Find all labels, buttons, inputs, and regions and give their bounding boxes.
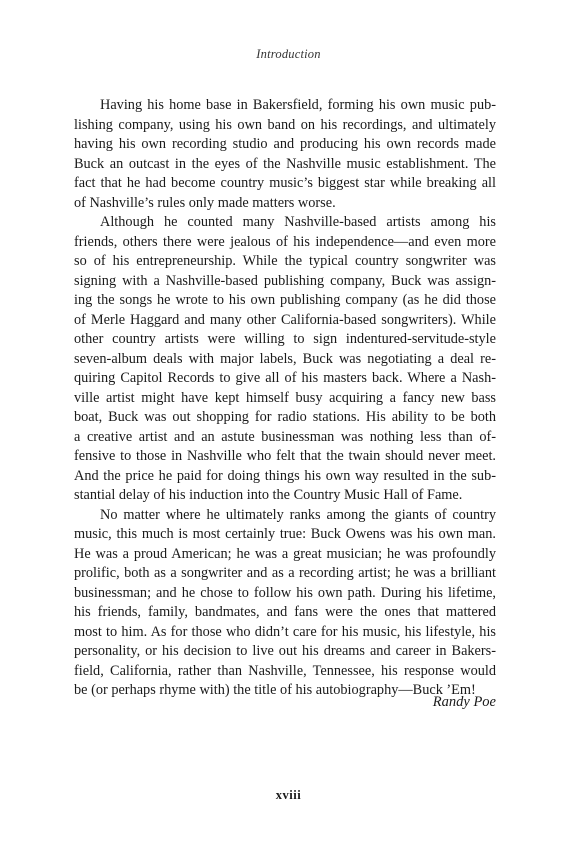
running-head: Introduction [256, 47, 321, 61]
text-line: music, this much is most certainly true: Buck Owens was his own man. [74, 526, 496, 542]
text-line: most to him. As for those who didn’t care for his music, his lifestyle, his [74, 623, 496, 640]
text-line: quiring Capitol Records to give all of his masters back. Where a Nash- [74, 370, 496, 386]
paragraph-1 [74, 96, 496, 213]
text-line: so of his entrepreneurship. While the typical country songwriter was [74, 253, 496, 269]
text-line: friends, others there were jealous of his independence—and even more [74, 233, 496, 250]
text-line: Buck an outcast in the eyes of the Nashville music establishment. The [74, 155, 496, 172]
text-line: seven-album deals with major labels, Buck was negotiating a deal re- [74, 350, 496, 367]
text-line: field, California, rather than Nashville, Tennessee, his response would [74, 662, 496, 679]
text-line: be (or perhaps rhyme with) the title of his autobiography—Buck ’Em! [74, 682, 476, 698]
text-line: other country artists were willing to sign indentured-servitude-style [74, 331, 496, 347]
body-text [74, 96, 496, 701]
text-line: his friends, family, bandmates, and fans were the ones that mattered [74, 604, 496, 620]
text-line: signing with a Nashville-based publishing company, Buck was assign- [74, 272, 496, 289]
text-line: of Merle Haggard and many other California-based songwriters). While [74, 311, 496, 328]
text-line: ville artist might have kept himself busy acquiring a fancy new bass [74, 389, 496, 406]
text-line: of Nashville’s rules only made matters worse. [74, 194, 336, 211]
text-line: No matter where he ultimately ranks among the giants of country [100, 506, 496, 523]
text-line: personality, or his decision to live out his dreams and career in Bakers- [74, 643, 496, 659]
text-line: Having his home base in Bakersfield, forming his own music pub- [100, 97, 496, 113]
paragraph-2 [74, 213, 496, 506]
text-line: Although he counted many Nashville-based artists among his [100, 214, 496, 230]
text-line: And the price he paid for doing things his own way resulted in the sub- [74, 467, 496, 484]
page-number: xviii [275, 788, 302, 802]
text-line: fensive to those in Nashville who felt that the twain should never meet. [74, 448, 496, 464]
text-line: stantial delay of his induction into the Country Music Hall of Fame. [74, 487, 463, 503]
text-line: businessman; and he chose to follow his own path. During his lifetime, [74, 584, 496, 601]
text-line: ing the songs he wrote to his own publishing company (as he did those [74, 292, 496, 308]
text-line: He was a proud American; he was a great musician; he was profoundly [74, 545, 496, 562]
text-line: boat, Buck was out shopping for radio stations. His ability to be both [74, 409, 496, 425]
paragraph-3 [74, 506, 496, 701]
text-line: having his own recording studio and producing his own records made [74, 136, 496, 152]
author-signature: Randy Poe [432, 694, 496, 710]
text-line: lishing company, using his own band on his recordings, and ultimately [74, 116, 496, 133]
text-line: fact that he had become country music’s biggest star while breaking all [74, 175, 496, 191]
text-line: a creative artist and an astute businessman was nothing less than of- [74, 428, 496, 445]
text-line: prolific, both as a songwriter and as a recording artist; he was a brilliant [74, 565, 496, 581]
